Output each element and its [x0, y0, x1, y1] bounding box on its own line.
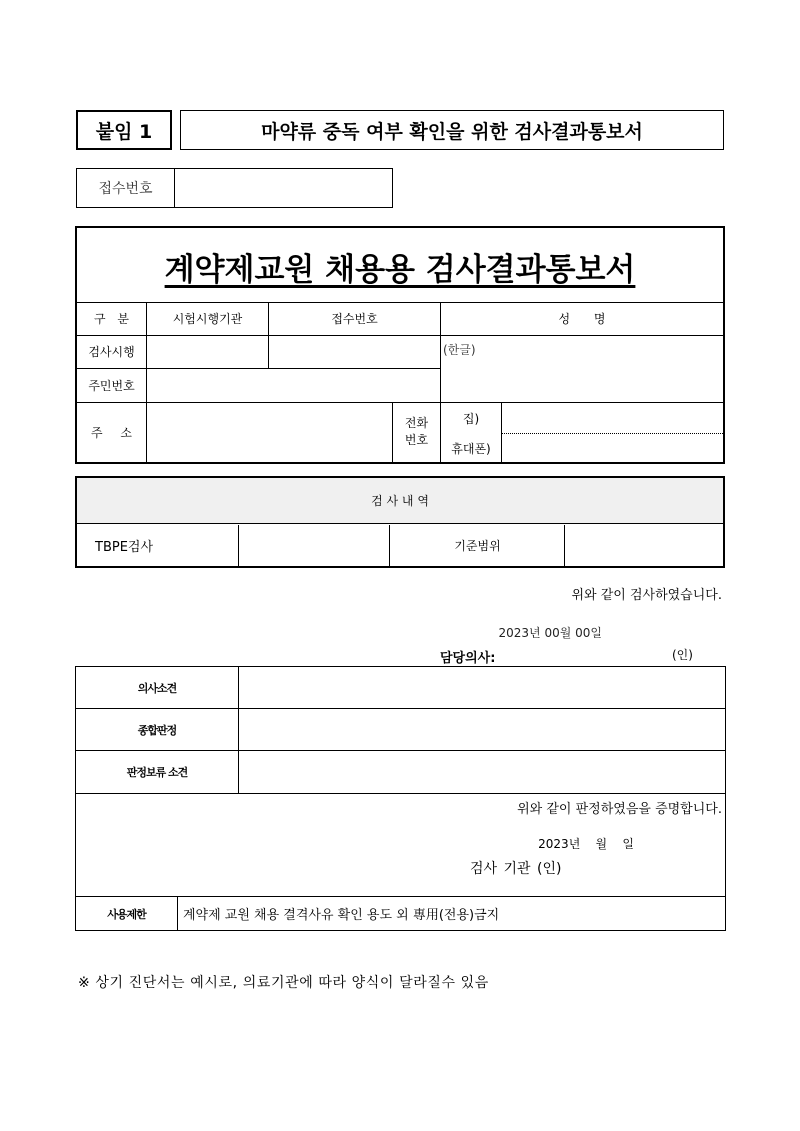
test-date: 2023년 00월 00일 — [498, 626, 602, 640]
certify-statement: 위와 같이 판정하였음을 증명합니다. — [517, 802, 722, 817]
deferral-reason-field[interactable] — [239, 751, 725, 793]
doctor-opinion-field[interactable] — [239, 667, 725, 708]
home-phone-field[interactable] — [502, 403, 723, 433]
test-conduct-label: 검사시행 — [88, 345, 135, 359]
phone-label: 전화 번호 — [404, 416, 429, 447]
mobile-phone-field[interactable] — [502, 434, 723, 462]
attachment-label: 붙임 1 — [95, 120, 153, 143]
doctor-label: 담당의사: — [440, 651, 496, 666]
receipt-number-box — [76, 168, 393, 208]
name-field[interactable] — [443, 341, 721, 399]
test-conduct-receipt-field[interactable] — [269, 336, 440, 368]
header-name: 성 명 — [558, 312, 606, 326]
header-title: 마약류 중독 여부 확인을 위한 검사결과통보서 — [261, 120, 643, 143]
overall-judgment-field[interactable] — [239, 709, 725, 750]
test-result-field[interactable] — [240, 525, 390, 566]
home-phone-label: 집) — [462, 411, 480, 426]
receipt-number-field[interactable] — [176, 169, 392, 207]
attachment-label-box — [76, 110, 172, 150]
resident-number-label: 주민번호 — [88, 378, 135, 393]
resident-number-field[interactable] — [147, 369, 440, 402]
header-title-box — [180, 110, 724, 150]
test-confirmation-statement: 위와 같이 검사하였습니다. — [571, 588, 722, 603]
address-field[interactable] — [147, 403, 392, 462]
test-details-table — [75, 476, 725, 568]
test-details-title: 검 사 내 역 — [77, 478, 723, 524]
form-title: 계약제교원 채용용 검사결과통보서 — [164, 251, 636, 288]
deferral-reason-label: 판정보류 소견 — [126, 766, 188, 779]
usage-restriction-text: 계약제 교원 채용 결격사유 확인 용도 외 專用(전용)금지 — [183, 908, 500, 923]
header-institution: 시험시행기관 — [172, 312, 243, 326]
certify-date: 2023년 월 일 — [538, 837, 634, 851]
doctor-opinion-label: 의사소견 — [137, 681, 177, 695]
usage-restriction-label: 사용제한 — [107, 907, 146, 921]
address-label: 주 소 — [91, 425, 132, 440]
reference-range-label: 기준범위 — [391, 525, 565, 566]
name-korean-hint: (한글) — [443, 343, 476, 357]
test-name: TBPE검사 — [77, 525, 239, 566]
doctor-seal: (인) — [672, 648, 693, 662]
footnote: ※ 상기 진단서는 예시로, 의료기관에 따라 양식이 달라질수 있음 — [78, 975, 489, 991]
test-conduct-institution-field[interactable] — [147, 336, 268, 368]
institution-seal: 검사 기관 (인) — [470, 861, 562, 877]
mobile-phone-label: 휴대폰) — [451, 441, 491, 456]
receipt-number-label: 접수번호 — [77, 169, 175, 207]
header-category: 구 분 — [94, 312, 129, 326]
reference-range-field[interactable] — [566, 525, 723, 566]
overall-judgment-label: 종합판정 — [137, 723, 177, 737]
header-receipt-number: 접수번호 — [331, 312, 378, 326]
